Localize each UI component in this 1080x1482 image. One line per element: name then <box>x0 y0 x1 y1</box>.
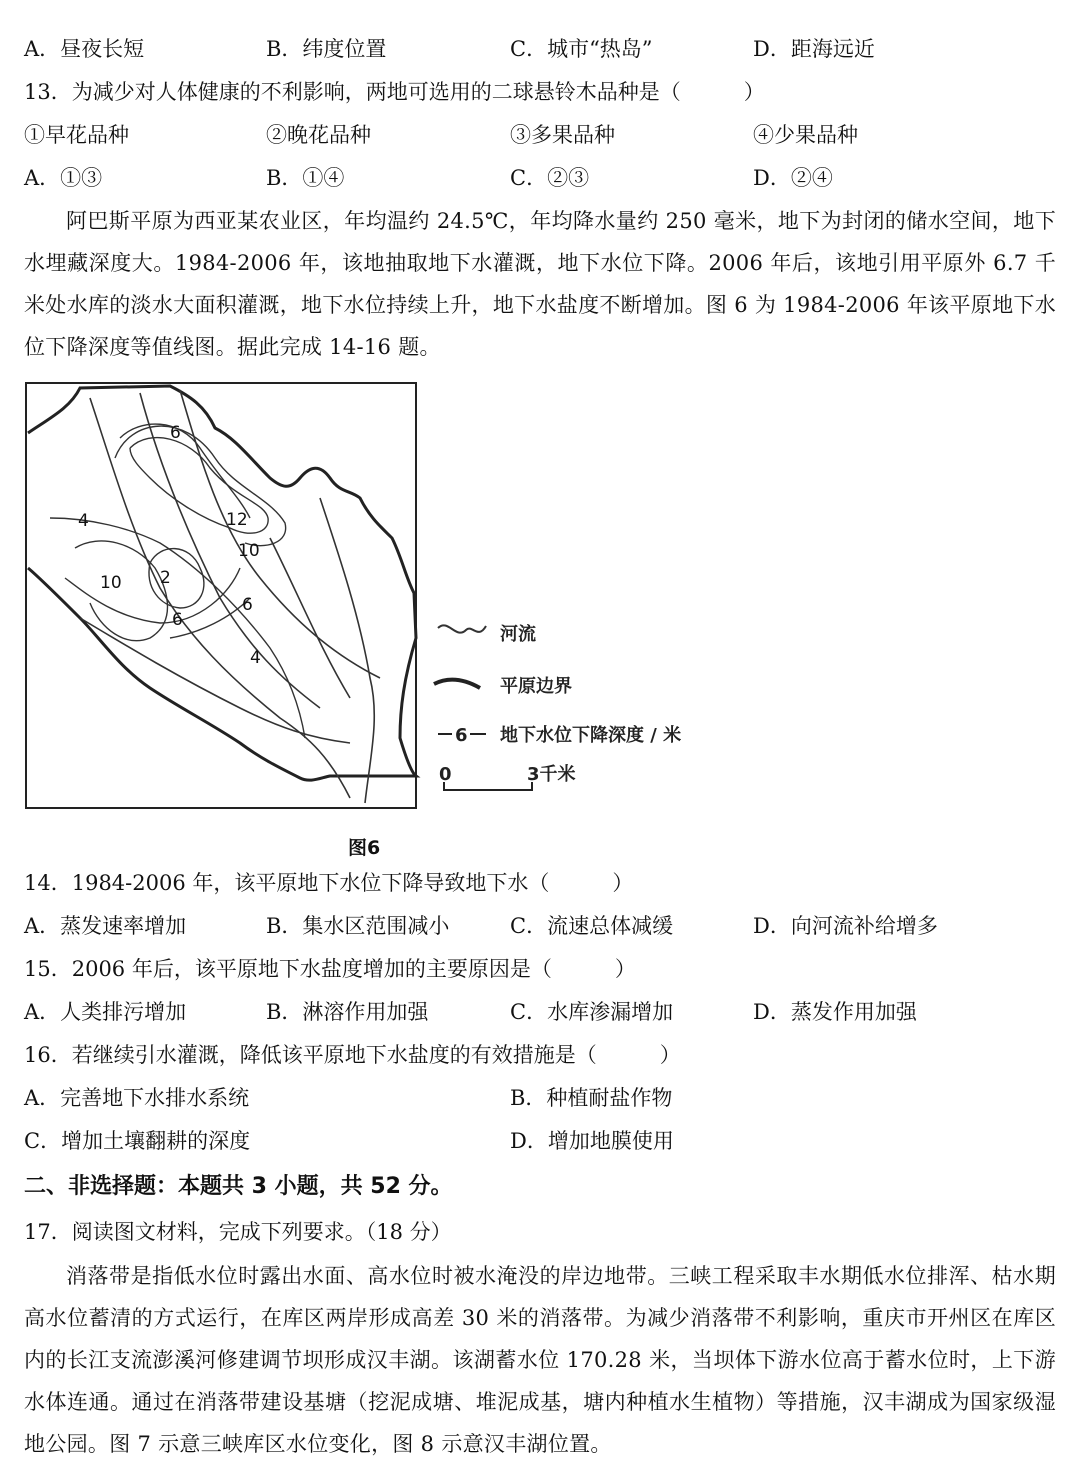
contour-label: 4 <box>250 648 261 668</box>
q13-options <box>24 163 1064 193</box>
figure-6-caption: 图6 <box>348 837 381 859</box>
q15-option-b[interactable]: B．淋溶作用加强 <box>266 1000 429 1024</box>
contour-6-left <box>65 568 240 623</box>
contour-label: 4 <box>78 511 89 531</box>
contour-label: 6 <box>172 610 183 630</box>
legend-boundary-label: 平原边界 <box>500 676 572 697</box>
q14-options <box>24 911 1064 941</box>
contours <box>50 424 305 738</box>
legend-boundary-symbol <box>434 680 480 688</box>
q12-option-d[interactable]: D．距海远近 <box>753 37 875 61</box>
q16-option-b[interactable]: B．种植耐盐作物 <box>510 1086 673 1110</box>
q15-options <box>24 997 1064 1027</box>
contour-label: 6 <box>242 595 253 615</box>
rivers <box>80 390 380 803</box>
material-17: 消落带是指低水位时露出水面、高水位时被水淹没的岸边地带。三峡工程采取丰水期低水位排浑、枯水期高水位蓄清的方式运行，在库区两岸形成高差 30 米的消落带。为减少消落带不利影响，重庆市开州区在库区内的长江支流澎溪河修建调节坝形成汉丰湖。该湖蓄水位 170.28 米，当坝体下游水位高于蓄水位时，上下游水体连通。通过在消落带建设基塘（挖泥成塘、堆泥成基，塘内种植水生植物）等措施，汉丰湖成为国家级湿地公园。图 7 示意三峡库区水位变化，图 8 示意汉丰湖位置。 <box>24 1264 1056 1456</box>
contour-label: 2 <box>160 568 171 588</box>
q13-option-b[interactable]: B．①④ <box>266 166 345 190</box>
legend-contour-sample: 6 <box>455 725 468 746</box>
q13-items <box>24 120 1064 150</box>
scale-zero: 0 <box>439 764 452 785</box>
q13-item-3: ③多果品种 <box>510 123 615 147</box>
map-legend <box>434 623 681 790</box>
q16-option-d[interactable]: D．增加地膜使用 <box>510 1129 674 1153</box>
q12-option-b[interactable]: B．纬度位置 <box>266 37 387 61</box>
q12-options <box>24 34 1064 64</box>
q12-option-a[interactable]: A．昼夜长短 <box>24 37 145 61</box>
contour-label: 10 <box>238 541 260 561</box>
q15-stem: 15．2006 年后，该平原地下水盐度增加的主要原因是（ ） <box>24 957 636 981</box>
q14-option-a[interactable]: A．蒸发速率增加 <box>24 914 187 938</box>
plain-boundary <box>28 386 416 780</box>
q13-option-a[interactable]: A．①③ <box>24 166 103 190</box>
q13-item-1: ①早花品种 <box>24 123 129 147</box>
q16-option-c[interactable]: C．增加土壤翻耕的深度 <box>24 1129 251 1153</box>
q12-option-c[interactable]: C．城市“热岛” <box>510 37 653 61</box>
contour-2 <box>149 549 204 608</box>
figure-6-map <box>20 378 710 818</box>
contour-label: 6 <box>170 423 181 443</box>
q14-stem: 14．1984-2006 年，该平原地下水位下降导致地下水（ ） <box>24 871 634 895</box>
contour-label: 10 <box>100 573 122 593</box>
q13-item-2: ②晚花品种 <box>266 123 371 147</box>
river-2 <box>140 393 320 708</box>
legend-contour-label: 地下水位下降深度 / 米 <box>500 725 682 746</box>
river-4 <box>320 498 374 803</box>
legend-river-label: 河流 <box>500 624 536 645</box>
q17-stem: 17．阅读图文材料，完成下列要求。（18 分） <box>24 1220 452 1244</box>
scale-end: 3千米 <box>527 764 576 785</box>
q13-option-c[interactable]: C．②③ <box>510 166 590 190</box>
q14-option-b[interactable]: B．集水区范围减小 <box>266 914 450 938</box>
section-2-heading: 二、非选择题：本题共 3 小题，共 52 分。 <box>24 1174 453 1199</box>
q13-option-d[interactable]: D．②④ <box>753 166 833 190</box>
q15-option-c[interactable]: C．水库渗漏增加 <box>510 1000 674 1024</box>
q16-option-a[interactable]: A．完善地下水排水系统 <box>24 1086 250 1110</box>
contour-labels <box>78 423 261 668</box>
q16-options-row1 <box>24 1083 1064 1113</box>
q14-option-c[interactable]: C．流速总体减缓 <box>510 914 674 938</box>
q16-options-row2 <box>24 1126 1064 1156</box>
contour-10-upper <box>115 426 286 546</box>
q16-stem: 16．若继续引水灌溉，降低该平原地下水盐度的有效措施是（ ） <box>24 1043 681 1067</box>
q13-stem: 13．为减少对人体健康的不利影响，两地可选用的二球悬铃木品种是（ ） <box>24 80 765 104</box>
q13-item-4: ④少果品种 <box>753 123 858 147</box>
material-14-16: 阿巴斯平原为西亚某农业区，年均温约 24.5℃，年均降水量约 250 毫米，地下为封闭的储水空间，地下水埋藏深度大。1984-2006 年，该地抽取地下水灌溉，地下水位下降。2006 年后，该地引用平原外 6.7 千米处水库的淡水大面积灌溉，地下水位持续上升，地下水盐度不断增加。图 6 为 1984-2006 年该平原地下水位下降深度等值线图。据此完成 14-16 题。 <box>24 209 1056 359</box>
q15-option-a[interactable]: A．人类排污增加 <box>24 1000 187 1024</box>
scale-bar <box>444 782 532 790</box>
river-5 <box>270 538 350 698</box>
legend-river-symbol <box>438 625 486 632</box>
river-3 <box>180 390 380 678</box>
contour-label: 12 <box>226 510 248 530</box>
q14-option-d[interactable]: D．向河流补给增多 <box>753 914 938 938</box>
q15-option-d[interactable]: D．蒸发作用加强 <box>753 1000 917 1024</box>
